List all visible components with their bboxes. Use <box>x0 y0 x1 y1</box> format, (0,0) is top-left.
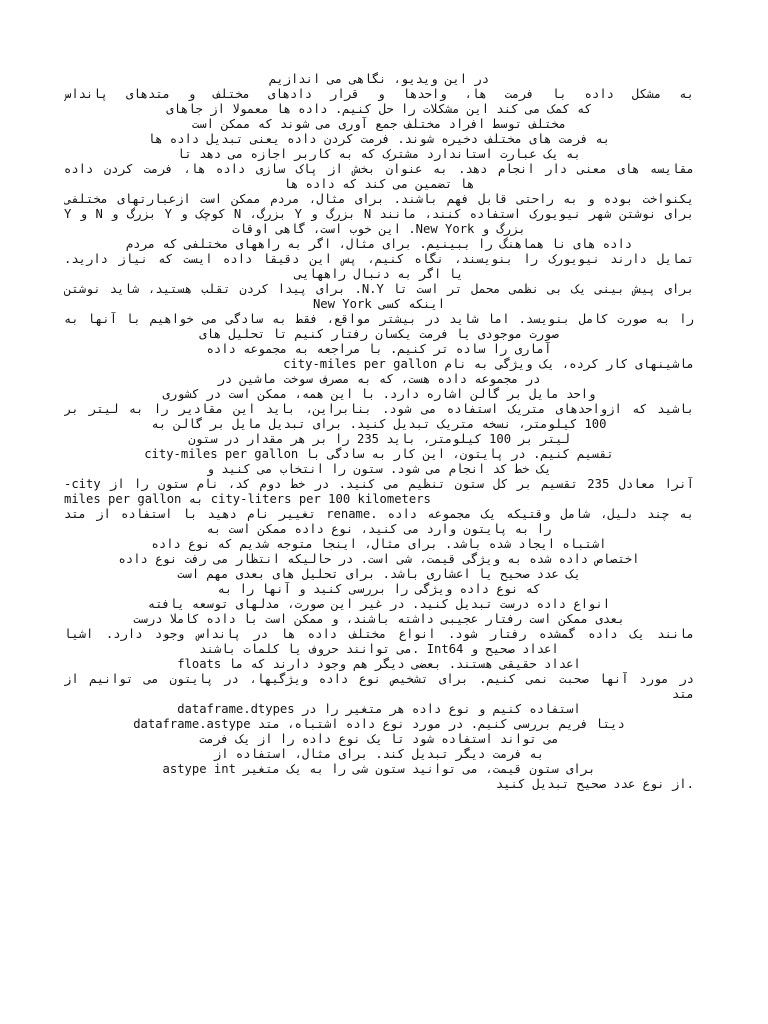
text-line: صورت موجودی یا فرمت یکسان رفتار کنیم تا تحلیل های <box>199 327 559 341</box>
text-line: برای نوشتن شهر نیویورک استفاده کنند، مانند N بزرگ و Y بزرگ، N کوچک و Y بزرگ و N و Y <box>64 207 694 221</box>
text-line: را به پایتون وارد می کنید، نوع داده ممکن است به <box>206 522 552 536</box>
text-line: اختصاص داده شده به ویژگی قیمت، شی است. در حالیکه انتظار می رفت نوع داده <box>118 552 640 566</box>
text-line: را به صورت کامل بنویسد. اما شاید در بیشتر مواقع، فقط به سادگی می خواهیم با آنها به <box>64 312 694 326</box>
text-line: انواع داده درست تبدیل کنید. در غیر این صورت، مدلهای توسعه یافته <box>147 597 611 611</box>
text-line: داده های نا هماهنگ را ببینیم. برای مثال، اگر به راههای مختلفی که مردم <box>125 237 633 251</box>
text-line: city-miles per gallon تقسیم کنیم. در پایتون، این کار به سادگی با <box>144 447 614 461</box>
text-line: در مورد آنها صحبت نمی کنیم. برای تشخیص نوع داده ویژگیها، در پایتون می توانیم از <box>64 672 694 686</box>
text-line: اعداد صحیح و Int64 .می توانند حروف یا کلمات باشند <box>199 642 559 656</box>
text-line: که کمک می کند این مشکلات را حل کنیم. داده ها معمولا از جاهای <box>166 102 592 116</box>
text-line: اینکه کسی New York <box>312 297 446 311</box>
transcript-text <box>64 72 694 792</box>
text-line: بعدی ممکن است رفتار عجیبی داشته باشند، و ممکن است با داده کاملا درست <box>133 612 625 626</box>
text-line: لیتر بر 100 کیلومتر، باید 235 را بر هر مقدار در ستون <box>188 432 570 446</box>
text-line: .از نوع عدد صحیح تبدیل کنید <box>495 777 694 791</box>
text-line: آنرا معادل 235 تقسیم بر کل ستون تنظیم می کنید. در خط دوم کد، نام ستون را از city- <box>64 477 694 491</box>
text-line: مانند یک داده گمشده رفتار شود. انواع مختلف داده ها در پانداس وجود دارد. اشیا <box>64 627 694 641</box>
text-line: در مجموعه داده هست، که به مصرف سوخت ماشین در <box>217 372 541 386</box>
text-line: اعداد حقیقی هستند. بعضی دیگر هم وجود دارند که ما floats <box>177 657 581 671</box>
text-line: به فرمت های مختلف دخیره شوند. فرمت کردن داده یعنی تبدیل داده ها <box>147 132 611 146</box>
text-line: که نوع داده ویژگی را بررسی کنید و آنها را به <box>217 582 541 596</box>
text-line: ها تضمین می کند که داده ها <box>283 177 475 191</box>
text-line: بزرگ و New York. این خوب است، گاهی اوقات <box>232 222 526 236</box>
text-line: یک عدد صحیح یا اعشاری باشد. برای تحلیل های بعدی مهم است <box>177 567 581 581</box>
text-line: برای ستون قیمت، می توانید ستون شی را به یک متغیر astype int <box>162 762 596 776</box>
text-line: می تواند استفاده شود تا یک نوع داده را از یک فرمت <box>199 732 559 746</box>
text-line: به مشکل داده با فرمت ها، واحدها و قرار دادهای مختلف و متدهای پانداس <box>64 87 694 101</box>
text-line: استفاده کنیم و نوع داده هر متغیر را در dataframe.dtypes <box>177 702 581 716</box>
text-line: دیتا فریم بررسی کنیم. در مورد نوع داده اشتباه، متد dataframe.astype <box>133 717 625 731</box>
text-line: یا اگر به دنبال راههایی <box>294 267 464 281</box>
text-line: 100 کیلومتر، نسخه متریک تبدیل کنید. برای تبدیل مایل بر گالن به <box>151 417 607 431</box>
text-line: تمایل دارند نیویورک را بنویسند، نگاه کنیم، پس این دقیقا داده ایست که نیاز دارید. <box>64 252 694 266</box>
text-line: مختلف توسط افراد مختلف جمع آوری می شوند که ممکن است <box>191 117 567 131</box>
text-line: یکنواخت بوده و به راحتی قابل فهم باشند. برای مثال، مردم ممکن است ازعبارتهای مختلفی <box>64 192 694 206</box>
text-line: در این ویدیو، نگاهی می اندازیم <box>268 72 490 86</box>
text-line: به چند دلیل، شامل وقتیکه یک مجموعه داده .rename تغییر نام دهید با استفاده از متد <box>64 507 694 521</box>
text-line: متد <box>671 687 694 701</box>
text-line: miles per gallon به city-liters per 100 kilometers <box>64 492 431 506</box>
text-line: مقایسه های معنی دار انجام دهد. به عنوان بخش از پاک سازی داده ها، فرمت کردن داده <box>64 162 694 176</box>
text-line: به یک عبارت استاندارد مشترک که به کاربر اجازه می دهد تا <box>177 147 581 161</box>
text-line: به فرمت دیگر تبدیل کند. برای مثال، استفاده از <box>213 747 545 761</box>
text-line: ماشینهای کار کرده، یک ویژگی به نام city-miles per gallon <box>283 357 694 371</box>
text-line: اشتباه ایجاد شده باشد. برای مثال، اینجا متوجه شدیم که نوع داده <box>151 537 607 551</box>
text-line: برای پیش بینی یک بی نظمی محمل تر است تا N.Y. برای پیدا کردن تقلب هستید، شاید نوشتن <box>64 282 694 296</box>
text-line: آماری را ساده تر کنیم. با مراجعه به مجموعه داده <box>206 342 552 356</box>
text-line: واحد مایل بر گالن اشاره دارد. با این همه، ممکن است در کشوری <box>162 387 596 401</box>
text-line: یک خط کد انجام می شود. ستون را انتخاب می کنید و <box>206 462 552 476</box>
text-line: باشید که ازواحدهای متریک استفاده می شود. بنابراین، باید این مقادیر را به لیتر بر <box>64 402 694 416</box>
